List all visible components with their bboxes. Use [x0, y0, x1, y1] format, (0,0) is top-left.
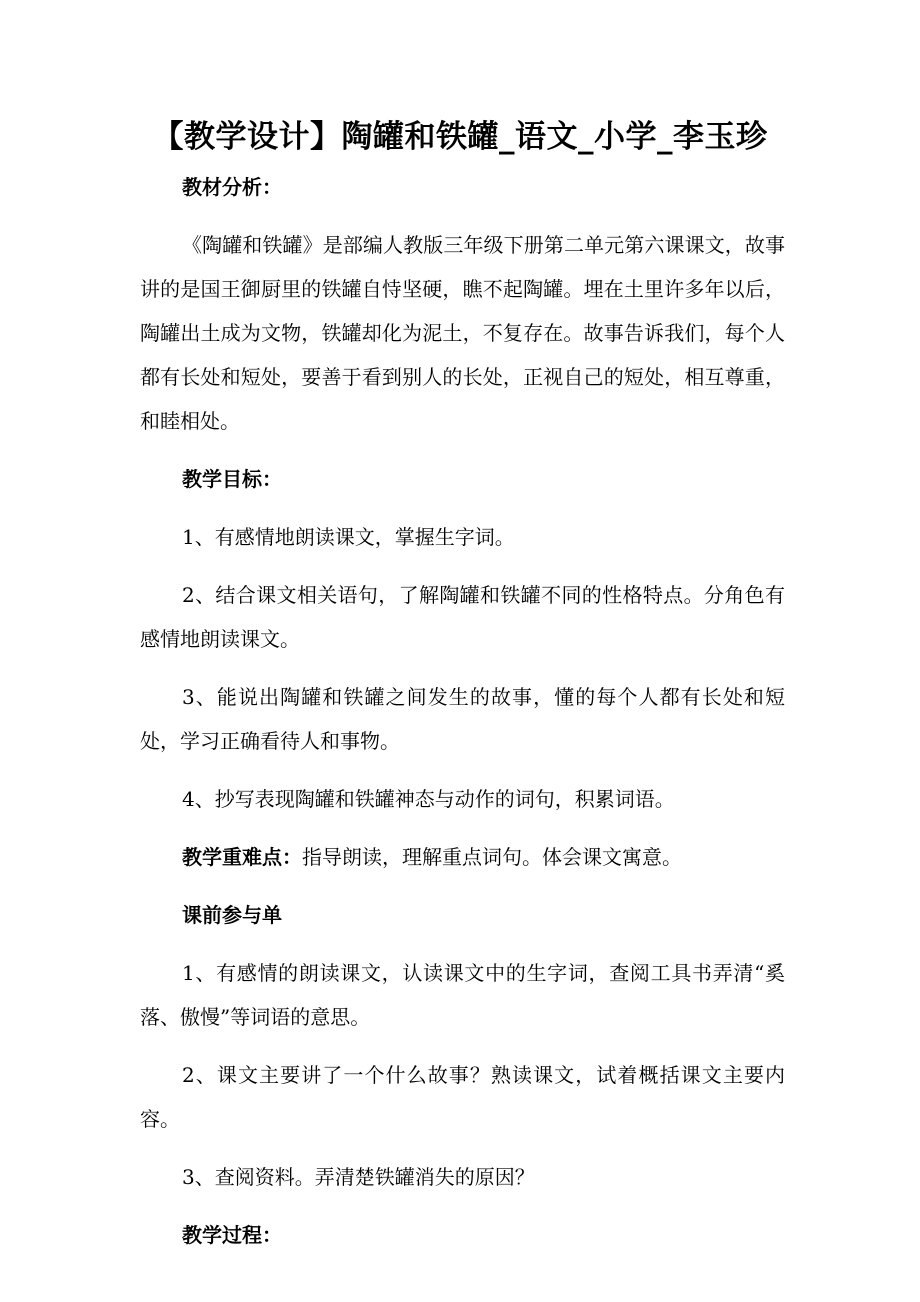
- document-title: 【教学设计】陶罐和铁罐_语文_小学_李玉珍: [152, 119, 768, 155]
- prework-item-2: 2、课文主要讲了一个什么故事？熟读课文，试着概括课文主要内容。: [140, 1063, 785, 1131]
- section-heading-prework: 课前参与单: [182, 903, 282, 927]
- prework-item-3: 3、查阅资料。弄清楚铁罐消失的原因？: [182, 1165, 535, 1189]
- goal-item-4: 4、抄写表现陶罐和铁罐神态与动作的词句，积累词语。: [182, 787, 675, 811]
- goal-item-3: 3、能说出陶罐和铁罐之间发生的故事，懂的每个人都有长处和短处，学习正确看待人和事物。: [140, 685, 785, 753]
- prework-item-1: 1、有感情的朗读课文，认读课文中的生字词，查阅工具书弄清“奚落、傲慢”等词语的意思。: [140, 961, 785, 1029]
- goal-item-2: 2、结合课文相关语句，了解陶罐和铁罐不同的性格特点。分角色有感情地朗读课文。: [140, 583, 785, 651]
- document-body: [140, 165, 785, 1271]
- goal-item-1: 1、有感情地朗读课文，掌握生字词。: [182, 525, 515, 549]
- section-heading-process: 教学过程：: [182, 1223, 282, 1247]
- section-heading-goals: 教学目标：: [182, 467, 282, 491]
- keypoints-text: 指导朗读，理解重点词句。体会课文寓意。: [302, 845, 682, 869]
- keypoints-paragraph: [140, 835, 785, 879]
- analysis-paragraph: 《陶罐和铁罐》是部编人教版三年级下册第二单元第六课课文，故事讲的是国王御厨里的铁罐自恃坚硬，瞧不起陶罐。埋在土里许多年以后，陶罐出土成为文物，铁罐却化为泥土，不复存在。故事告诉我们，每个人都有长处和短处，要善于看到别人的长处，正视自己的短处，相互尊重，和睦相处。: [140, 233, 785, 433]
- section-heading-analysis: 教材分析：: [182, 175, 282, 199]
- keypoints-label: 教学重难点：: [182, 845, 302, 869]
